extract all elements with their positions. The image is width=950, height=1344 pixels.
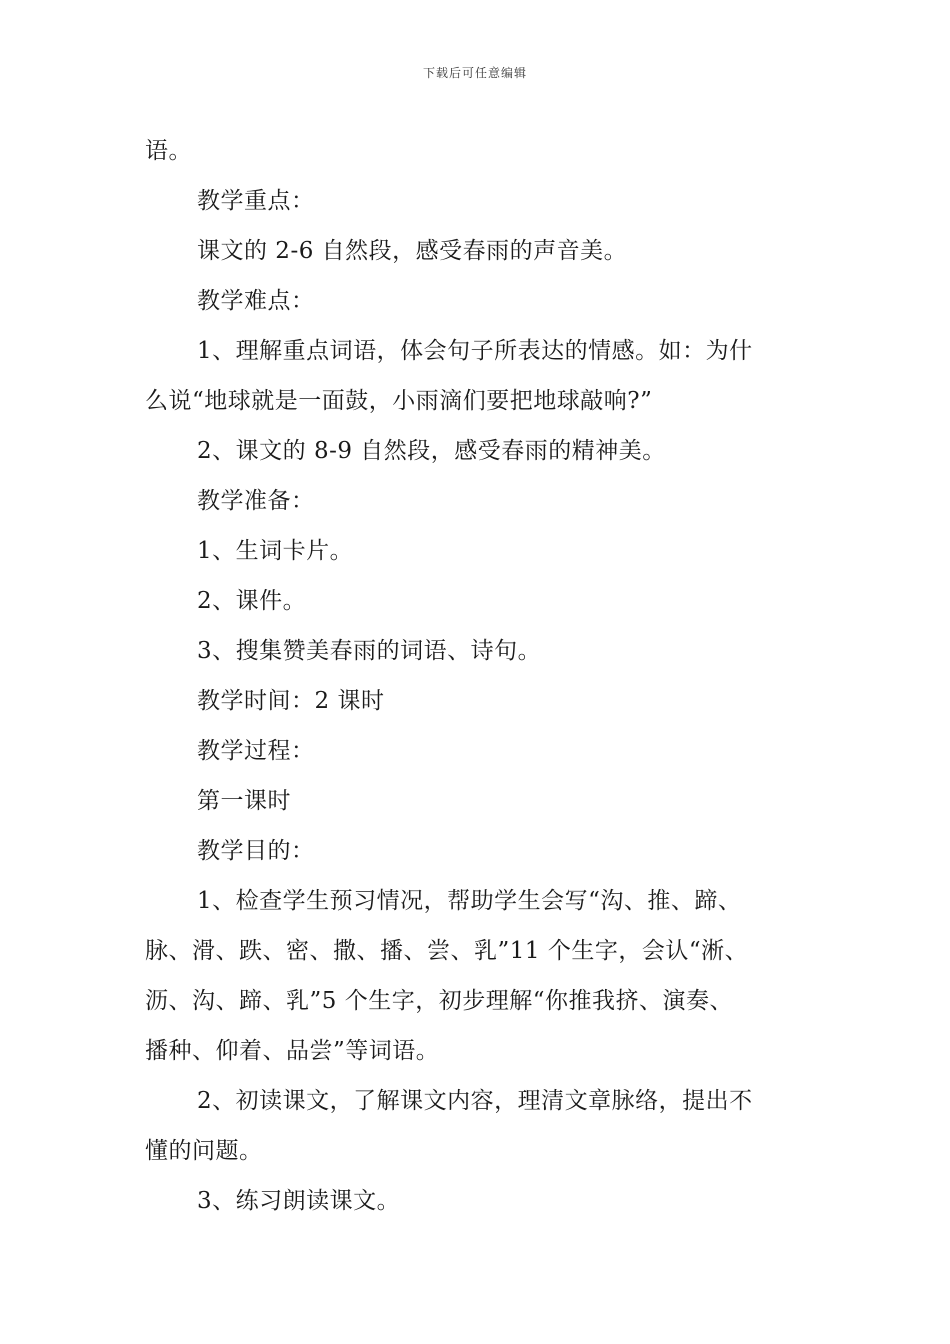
text-line: 教学重点： [197, 188, 315, 214]
text-line: 2、课文的 8-9 自然段，感受春雨的精神美。 [197, 438, 666, 464]
text-line: 1、生词卡片。 [197, 538, 354, 564]
text-line: 教学难点： [197, 288, 315, 314]
text-line: 播种、仰着、品尝”等词语。 [145, 1038, 440, 1064]
text-line: 2、初读课文，了解课文内容，理清文章脉络，提出不 [197, 1088, 753, 1114]
text-line: 第一课时 [197, 788, 291, 814]
document-body [145, 126, 825, 1226]
text-line: 脉、滑、跌、密、撒、播、尝、乳”11 个生字，会认“淅、 [145, 938, 749, 964]
page-header: 下载后可任意编辑 [422, 66, 527, 80]
text-line: 教学目的： [197, 838, 315, 864]
text-line: 懂的问题。 [145, 1138, 263, 1164]
text-line: 教学准备： [197, 488, 315, 514]
text-line: 3、搜集赞美春雨的词语、诗句。 [197, 638, 542, 664]
text-line: 2、课件。 [197, 588, 307, 614]
text-line: 教学时间：2 课时 [197, 688, 385, 714]
text-line: 么说“地球就是一面鼓，小雨滴们要把地球敲响?” [145, 388, 653, 414]
text-line: 3、练习朗读课文。 [197, 1188, 401, 1214]
text-line: 语。 [145, 138, 192, 164]
text-line: 教学过程： [197, 738, 315, 764]
text-line: 课文的 2-6 自然段，感受春雨的声音美。 [197, 238, 628, 264]
text-line: 1、检查学生预习情况，帮助学生会写“沟、推、蹄、 [197, 888, 742, 914]
text-line: 沥、沟、蹄、乳”5 个生字，初步理解“你推我挤、演奏、 [145, 988, 733, 1014]
text-line: 1、理解重点词语，体会句子所表达的情感。如：为什 [197, 338, 753, 364]
